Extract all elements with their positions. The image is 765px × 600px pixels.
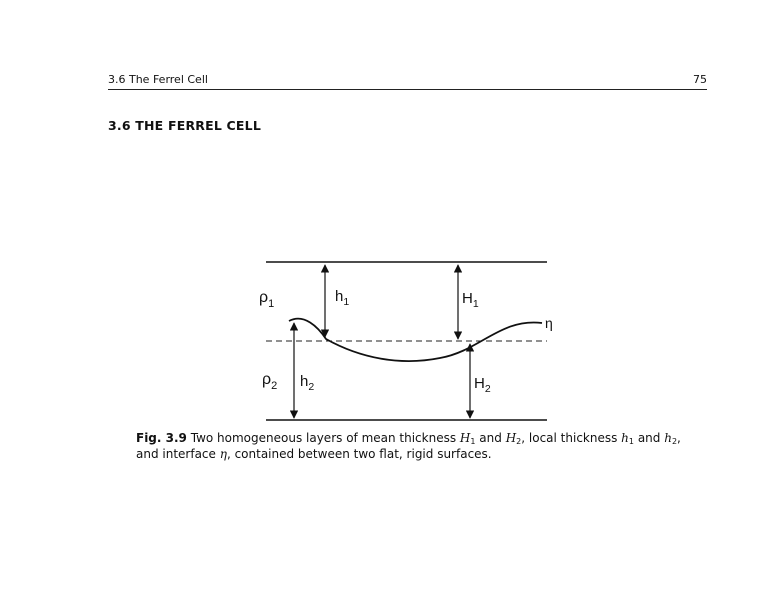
section-heading: 3.6 THE FERREL CELL [108,118,262,133]
caption-h1-symbol: h [621,431,629,445]
h1-label: $h_1$ [335,288,350,308]
caption-h1-subscript: 1 [628,437,634,446]
running-header-section: 3.6 The Ferrel Cell [108,73,208,86]
interface-eta-curve [289,319,542,361]
caption-H1-subscript: 1 [470,437,476,446]
caption-eta-symbol: η [219,447,227,461]
caption-text-4: , contained between two flat, rigid surfaces. [226,447,492,461]
h2-label: $h_2$ [300,373,315,393]
figure-caption [136,430,696,462]
caption-text-1: Two homogeneous layers of mean thickness [186,431,460,445]
page-number: 75 [693,73,707,86]
caption-and-1: and [475,431,506,445]
figure-label: Fig. 3.9 [136,431,187,445]
caption-h2-symbol: h [664,431,672,445]
rho1-label: $\rho_1$ [259,289,275,310]
caption-text-3: , and interface [136,431,681,461]
caption-h2-subscript: 2 [671,437,678,446]
H2-label: $H_2$ [474,375,491,395]
caption-H2-symbol: H [505,431,517,445]
caption-H1-symbol: H [459,431,471,445]
caption-text-2: , local thickness [521,431,622,445]
eta-label: η [545,315,553,331]
caption-H2-subscript: 2 [516,437,522,446]
H1-label: $H_1$ [462,290,479,310]
rho2-label: $\rho_2$ [262,371,278,392]
caption-and-2: and [634,431,665,445]
